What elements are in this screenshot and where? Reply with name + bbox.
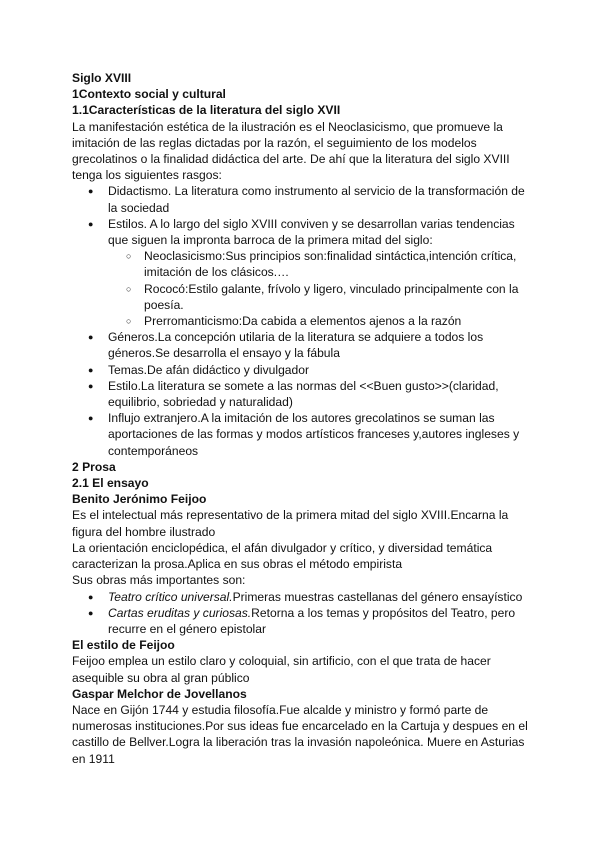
tendencias-list xyxy=(108,248,530,329)
paragraph-feijoo-2: La orientación enciclopédica, el afán divulgador y crítico, y diversidad temática caracterizan la prosa.Aplica en sus obras el método empirista xyxy=(72,540,493,572)
list-item-teatro xyxy=(108,589,530,605)
list-item-temas: ● Temas.De afán didáctico y divulgador xyxy=(108,362,530,378)
list-item-cartas xyxy=(108,605,530,637)
obras-list xyxy=(72,589,530,638)
obra-desc-teatro: Primeras muestras castellanas del género ensayístico xyxy=(232,589,523,604)
paragraph-obras: Sus obras más importantes son: xyxy=(72,573,246,588)
heading-jovellanos: Gaspar Melchor de Jovellanos xyxy=(72,686,247,701)
rasgos-list xyxy=(72,183,530,458)
heading-prosa: 2 Prosa xyxy=(72,459,116,474)
list-item-rococo: ○ Rococó:Estilo galante, frívolo y ligero, vinculado principalmente con la poesía. xyxy=(144,281,530,313)
obra-desc-cartas: Retorna a los temas y propósitos del Teatro, pero recurre en el género epistolar xyxy=(108,605,516,636)
heading-estilo-feijoo: El estilo de Feijoo xyxy=(72,638,175,653)
obra-title-teatro: Teatro crítico universal. xyxy=(108,589,233,604)
list-item-estilos-text: Estilos. A lo largo del siglo XVIII conviven y se desarrollan varias tendencias que siguen la impronta barroca de la primera mitad del siglo: xyxy=(108,216,515,248)
heading-caracteristicas: 1.1Características de la literatura del siglo XVII xyxy=(72,103,341,118)
list-item-generos: ● Géneros.La concepción utilaria de la literatura se adquiere a todos los géneros.Se desarrolla el ensayo y la fábula xyxy=(108,329,530,361)
heading-contexto: 1Contexto social y cultural xyxy=(72,87,226,102)
list-item-didactismo: ● Didactismo. La literatura como instrumento al servicio de la transformación de la sociedad xyxy=(108,183,530,215)
obra-title-cartas: Cartas eruditas y curiosas. xyxy=(108,605,252,620)
heading-siglo: Siglo XVIII xyxy=(72,71,132,85)
list-item-prerromanticismo: ○ Prerromanticismo:Da cabida a elementos ajenos a la razón xyxy=(144,313,530,329)
heading-ensayo: 2.1 El ensayo xyxy=(72,476,149,491)
paragraph-estilo-feijoo: Feijoo emplea un estilo claro y coloquial, sin artificio, con el que trata de hacer asequible su obra al gran público xyxy=(72,654,491,685)
list-item-neoclasicismo: ○ Neoclasicismo:Sus principios son:finalidad sintáctica,intención crítica, imitación de los clásicos.… xyxy=(144,248,530,280)
document-body xyxy=(72,70,530,767)
list-item-estilos xyxy=(108,216,530,329)
list-item-influjo: ● Influjo extranjero.A la imitación de los autores grecolatinos se suman las aportaciones de las formas y modos artísticos franceses y,autores ingleses y contemporáneos xyxy=(108,410,530,459)
heading-feijoo: Benito Jerónimo Feijoo xyxy=(72,492,207,507)
list-item-estilo: ● Estilo.La literatura se somete a las normas del <<Buen gusto>>(claridad, equilibrio, sobriedad y naturalidad) xyxy=(108,378,530,410)
paragraph-jovellanos: Nace en Gijón 1744 y estudia filosofía.Fue alcalde y ministro y formó parte de numerosas instituciones.Por sus ideas fue encarcelado en la Cartuja y despues en el castillo de Bellver.Logra la liberación tras la invasión napoleónica. Muere en Asturias en 1911 xyxy=(72,702,528,766)
paragraph-intro: La manifestación estética de la ilustración es el Neoclasicismo, que promueve la imitación de las reglas dictadas por la razón, el seguimiento de los modelos grecolatinos o la finalidad didáctica del arte. De ahí que la literatura del siglo XVIII tenga los siguientes rasgos: xyxy=(72,119,510,183)
paragraph-feijoo-1: Es el intelectual más representativo de la primera mitad del siglo XVIII.Encarna la figura del hombre ilustrado xyxy=(72,508,509,539)
